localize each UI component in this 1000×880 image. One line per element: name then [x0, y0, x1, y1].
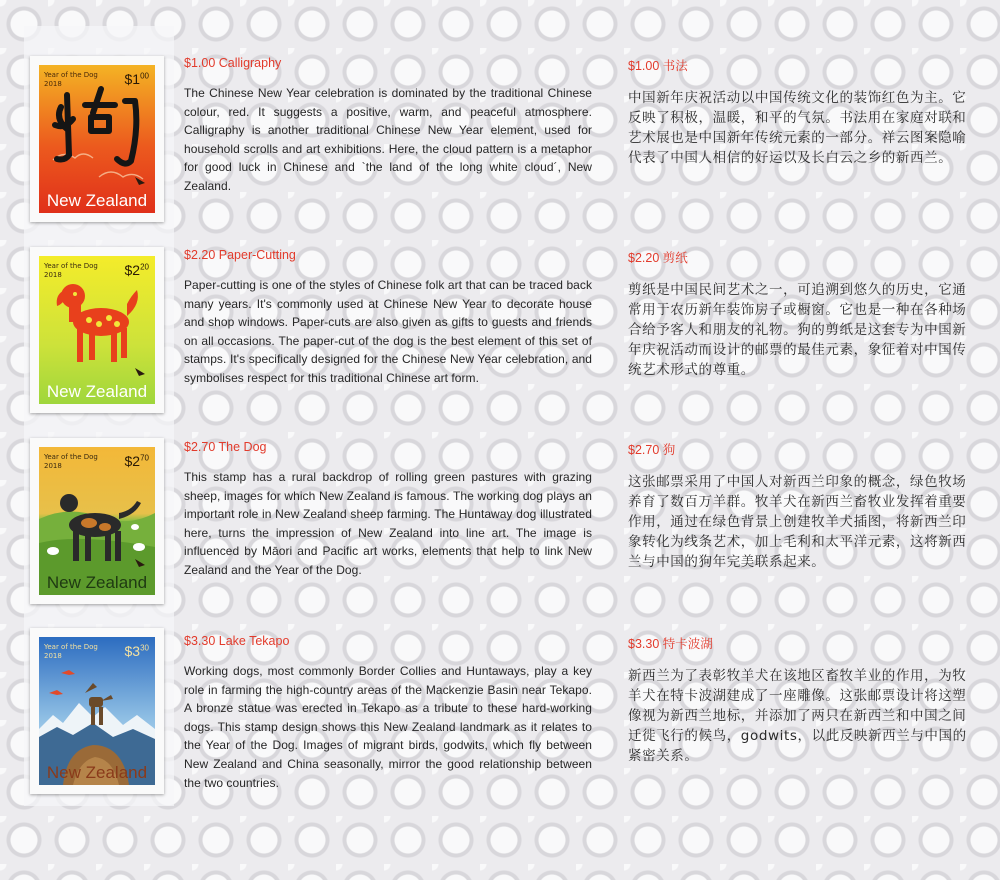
stamp-year-label: Year of the Dog 2018: [44, 643, 98, 660]
english-heading: $2.20 Paper-Cutting: [184, 248, 296, 262]
stamp-country: New Zealand: [46, 382, 148, 401]
chinese-section-calligraphy: [628, 56, 980, 168]
english-heading: $2.70 The Dog: [184, 440, 267, 454]
stamp-value: $\$2^{20}$: [124, 262, 149, 278]
english-body: Working dogs, most commonly Border Collies and Huntaways, play a key role in farming the high-country areas of the Mackenzie Basin near Tekapo. A bronze statue was erected in Tekapo as a tribute to these hard-working dogs. This stamp design shows this New Zealand landmark as it relates to the Year of the Dog. Images of migrant birds, godwits, which fly between New Zealand and China seasonally, mirror the good relationship between the two countries.: [184, 664, 592, 790]
english-section-calligraphy: [184, 56, 592, 196]
chinese-section-the-dog: [628, 440, 980, 572]
english-heading: $1.00 Calligraphy: [184, 56, 282, 70]
stamp-lake-tekapo: [30, 628, 164, 794]
stamp-country: New Zealand: [46, 191, 148, 210]
chinese-body: 剪纸是中国民间艺术之一，可追溯到悠久的历史，它通常用于农历新年装饰房子或橱窗。它也是一种在各种场合给予客人和朋友的礼物。狗的剪纸是这套专为中国新年庆祝活动而设计的邮票的最佳元素，象征着对中国传统艺术形式的尊重。: [628, 282, 967, 378]
chinese-section-lake-tekapo: [628, 634, 980, 766]
chinese-heading: $1.00 书法: [628, 59, 688, 73]
stamp-country: New Zealand: [46, 763, 148, 782]
chinese-body: 中国新年庆祝活动以中国传统文化的装饰红色为主。它反映了积极，温暖，和平的气氛。书法用在家庭对联和艺术展也是中国新年传统元素的一部分。祥云图案隐喻代表了中国人相信的好运以及长白云之乡的新西兰。: [628, 90, 967, 166]
chinese-section-paper-cutting: [628, 248, 980, 380]
chinese-heading: $3.30 特卡波湖: [628, 637, 713, 651]
english-section-paper-cutting: [184, 248, 592, 388]
stamp-paper-cutting: [30, 247, 164, 413]
english-body: This stamp has a rural backdrop of rolling green pastures with grazing sheep, images for which New Zealand is famous. The working dog plays an important role in New Zealand sheep farming. The Huntaway dog illustrated here, turns the impression of New Zealand into line art. The image is influenced by Māori and Pacific art works, elements that help to link New Zealand and the Year of the Dog.: [184, 470, 592, 577]
stamp-year-label: Year of the Dog 2018: [44, 453, 98, 470]
english-body: Paper-cutting is one of the styles of Chinese folk art that can be traced back many years. It's commonly used at Chinese New Year to decorate house and shop windows. Paper-cuts are also given as gifts to guests and friends on all occasions. The paper-cut of the dog is the best element of this set of stamps. It's specifically designed for the Chinese New Year celebration, and symbolises respect for this traditional Chinese art form.: [184, 278, 592, 385]
english-section-lake-tekapo: [184, 634, 592, 792]
english-section-the-dog: [184, 440, 592, 580]
stamp-value: $\$3^{30}$: [124, 643, 149, 659]
chinese-body: 新西兰为了表彰牧羊犬在该地区畜牧羊业的作用，为牧羊犬在特卡波湖建成了一座雕像。这张邮票设计将这塑像视为新西兰地标，并添加了两只在新西兰和中国之间迁徙飞行的候鸟，godwits，以此反映新西兰与中国的紧密关系。: [628, 668, 967, 764]
stamp-value: $\$1^{00}$: [124, 71, 149, 87]
english-body: The Chinese New Year celebration is dominated by the traditional Chinese colour, red. It suggests a positive, warm, and peaceful atmosphere. Calligraphy is another traditional Chinese New Year element, used for household scrolls and art exhibitions. Here, the cloud pattern is a metaphor for good luck in Chinese and `the land of the long white cloud´, New Zealand.: [184, 86, 592, 193]
stamp-year-label: Year of the Dog 2018: [44, 262, 98, 279]
stamp-calligraphy: [30, 56, 164, 222]
chinese-heading: $2.20 剪纸: [628, 251, 688, 265]
chinese-heading: $2.70 狗: [628, 443, 676, 457]
stamp-year-label: Year of the Dog 2018: [44, 71, 98, 88]
english-heading: $3.30 Lake Tekapo: [184, 634, 290, 648]
stamp-country: New Zealand: [46, 573, 148, 592]
stamp-value: $\$2^{70}$: [124, 453, 149, 469]
chinese-body: 这张邮票采用了中国人对新西兰印象的概念，绿色牧场养育了数百万羊群。牧羊犬在新西兰畜牧业发挥着重要作用，通过在绿色背景上创建牧羊犬插图，将新西兰印象转化为线条艺术，加上毛利和太平洋元素，这将新西兰与中国的狗年完美联系起来。: [628, 474, 967, 570]
stamp-the-dog: [30, 438, 164, 604]
